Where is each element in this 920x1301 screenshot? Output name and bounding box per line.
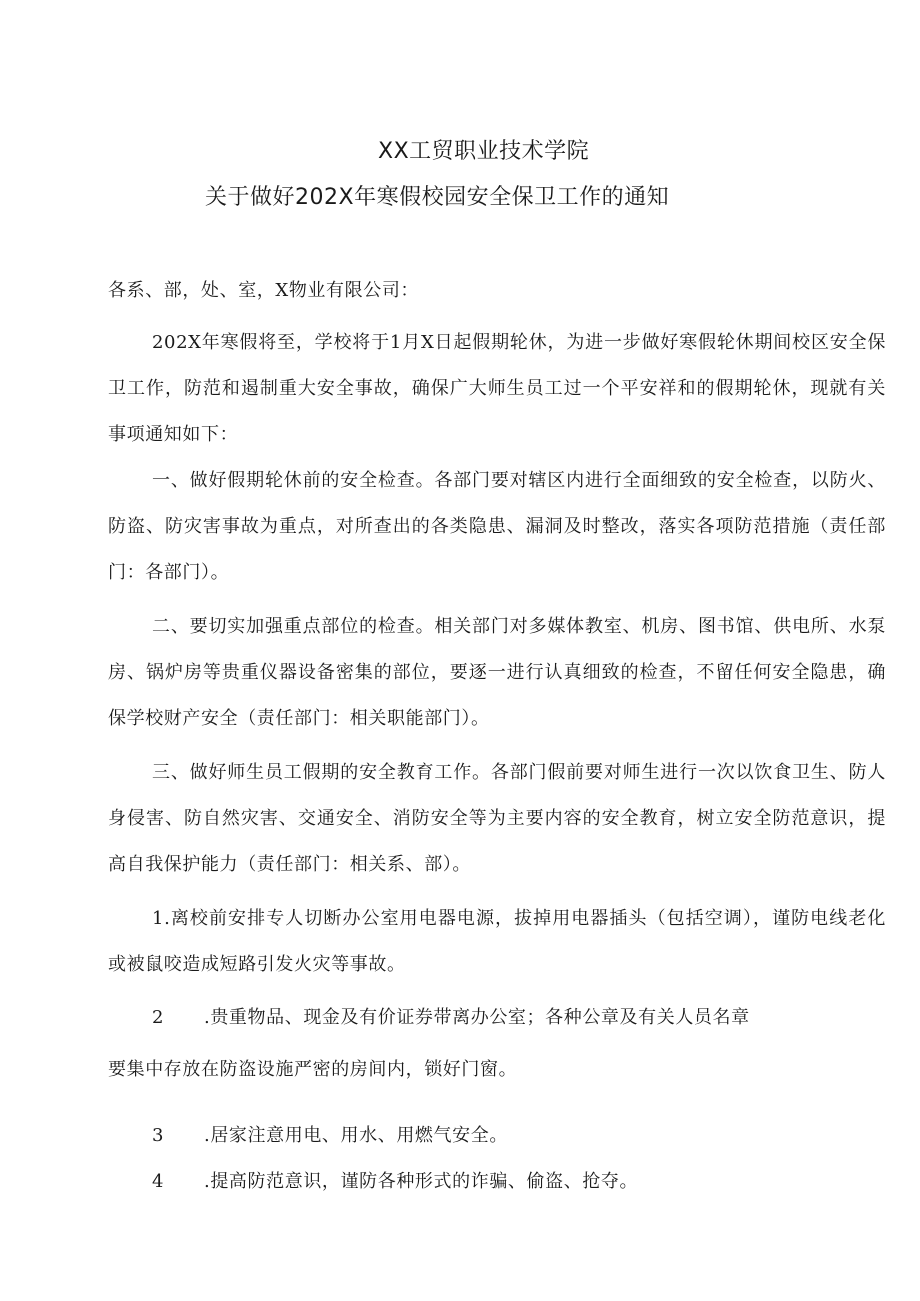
paragraph-two: 二、要切实加强重点部位的检查。相关部门对多媒体教室、机房、图书馆、供电所、水泵房、锅炉房等贵重仪器设备密集的部位，要逐一进行认真细致的检查，不留任何安全隐患，确保学校财产安全（责任部门：相关职能部门）。: [108, 616, 886, 729]
item-number: 2: [152, 1007, 164, 1028]
institution-title: XX工贸职业技术学院: [378, 139, 590, 164]
notice-title: 关于做好202X年寒假校园安全保卫工作的通知: [205, 185, 670, 210]
item-text: .提高防范意识，谨防各种形式的诈骗、偷盗、抢夺。: [204, 1171, 639, 1192]
item-number: 3: [152, 1125, 164, 1146]
paragraph-one: 一、做好假期轮休前的安全检查。各部门要对辖区内进行全面细致的安全检查，以防火、防盗、防灾害事故为重点，对所查出的各类隐患、漏洞及时整改，落实各项防范措施（责任部门：各部门）。: [108, 470, 886, 583]
item-text: .离校前安排专人切断办公室用电器电源，拔掉用电器插头（包括空调），谨防电线老化或被鼠咬造成短路引发火灾等事故。: [108, 908, 886, 975]
list-item-1: [108, 896, 886, 988]
item-number: 4: [152, 1171, 164, 1192]
salutation: 各系、部，处、室，X物业有限公司：: [108, 280, 420, 301]
item-continuation: 要集中存放在防盗设施严密的房间内，锁好门窗。: [108, 1059, 518, 1080]
item-text: .居家注意用电、用水、用燃气安全。: [204, 1125, 508, 1146]
item-number: 1: [152, 908, 165, 929]
item-text: .贵重物品、现金及有价证券带离办公室；各种公章及有关人员名章: [204, 1007, 750, 1028]
paragraph-intro: 202X年寒假将至，学校将于1月X日起假期轮休，为进一步做好寒假轮休期间校区安全保卫工作，防范和遏制重大安全事故，确保广大师生员工过一个平安祥和的假期轮休，现就有关事项通知如下：: [108, 332, 886, 445]
paragraph-three: 三、做好师生员工假期的安全教育工作。各部门假前要对师生进行一次以饮食卫生、防人身侵害、防自然灾害、交通安全、消防安全等为主要内容的安全教育，树立安全防范意识，提高自我保护能力（责任部门：相关系、部）。: [108, 762, 886, 875]
